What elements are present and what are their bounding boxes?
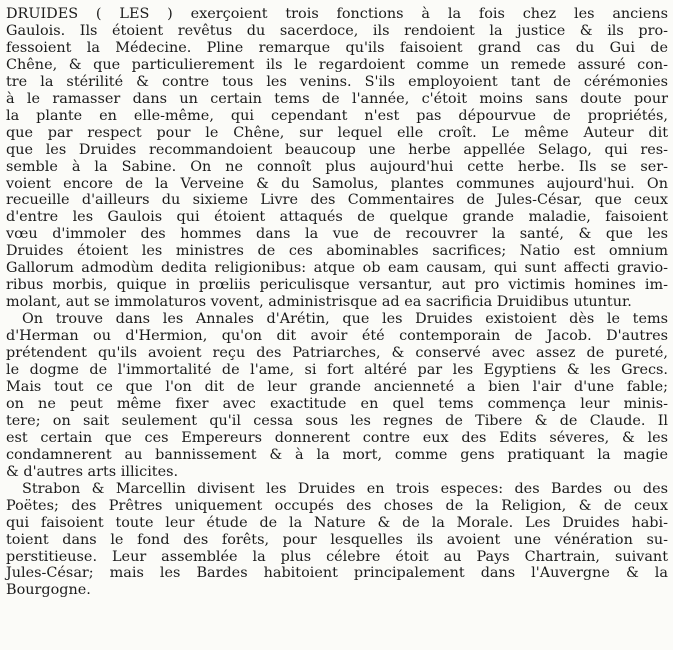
text-line: tre la stérilité & contre tous les venins. S'ils employoient tant de cérémonies [6, 73, 668, 90]
text-line: DRUIDES ( LES ) exerçoient trois fonctions à la fois chez les anciens [6, 6, 668, 22]
text-line: le dogme de l'immortalité de l'ame, si fort altéré par les Egyptiens & les Grecs. [6, 362, 668, 379]
paragraph-3 [6, 481, 668, 600]
text-line: & d'autres arts illicites. [6, 463, 179, 480]
text-line: voient encore de la Verveine & du Samolus, plantes communes aujourd'hui. On [6, 175, 668, 192]
text-line: on ne peut même fixer avec exactitude en quel tems commença leur minis- [6, 395, 668, 412]
text-line: ribus morbis, quique in prœliis periculisque versantur, aut pro victimis homines im- [6, 277, 668, 294]
text-line: la plante en elle-même, qui cependant n'est pas dépourvue de propriétés, [6, 107, 668, 124]
text-line: Bourgogne. [6, 582, 91, 599]
text-line: Poëtes; des Prêtres uniquement occupés des choses de la Religion, & de ceux [6, 497, 668, 514]
text-line: que par respect pour le Chêne, sur lequel elle croît. Le même Auteur dit [6, 124, 668, 141]
text-line: Mais tout ce que l'on dit de leur grande ancienneté a bien l'air d'une fable; [6, 378, 668, 395]
text-line: tere; on sait seulement qu'il cessa sous les regnes de Tibere & de Claude. Il [6, 412, 668, 429]
text-line: d'entre les Gaulois qui étoient attaqués de quelque grande maladie, faisoient [6, 209, 668, 226]
paragraph-1 [6, 6, 668, 311]
text-line: Chêne, & que particulierement ils le regardoient comme un remede assuré con- [6, 56, 668, 73]
text-line: à le ramasser dans un certain tems de l'année, c'étoit moins sans doute pour [6, 90, 668, 107]
text-line: Jules-César; mais les Bardes habitoient principalement dans l'Auvergne & la [6, 565, 668, 582]
text-line: semble à la Sabine. On ne connoît plus aujourd'hui cette herbe. Ils se ser- [6, 158, 668, 175]
text-line: Gaulois. Ils étoient revêtus du sacerdoce, ils rendoient la justice & ils pro- [6, 22, 668, 39]
text-line: Gallorum admodùm dedita religionibus: atque ob eam causam, qui sunt affecti gravio- [6, 260, 668, 277]
paragraph-2 [6, 311, 668, 481]
text-line: prétendent qu'ils avoient reçu des Patriarches, & conservé avec assez de pureté, [6, 345, 668, 362]
text-line: Strabon & Marcellin divisent les Druides en trois especes: des Bardes ou des [22, 480, 668, 497]
text-line: perstitieuse. Leur assemblée la plus célebre étoit au Pays Chartrain, suivant [6, 548, 668, 565]
text-line: recueille d'ailleurs du sixieme Livre des Commentaires de Jules-César, que ceux [6, 192, 668, 209]
text-line: fessoient la Médecine. Pline remarque qu'ils faisoient grand cas du Gui de [6, 39, 668, 56]
text-line: est certain que ces Empereurs donnerent contre eux des Edits séveres, & les [6, 429, 668, 446]
text-line: toient dans le fond des forêts, pour lesquelles ils avoient une vénération su- [6, 531, 668, 548]
text-line: condamnerent au bannissement & à la mort, comme gens pratiquant la magie [6, 446, 668, 463]
text-line: Druides étoient les ministres de ces abominables sacrifices; Natio est omnium [6, 243, 668, 260]
text-line: qui faisoient toute leur étude de la Nature & de la Morale. Les Druides habi- [6, 514, 668, 531]
text-line: On trouve dans les Annales d'Arétin, que les Druides existoient dès le tems [22, 311, 668, 328]
text-line: vœu d'immoler des hommes dans la vue de recouvrer la santé, & que les [6, 226, 668, 243]
text-line: molant, aut se immolaturos vovent, administrisque ad ea sacrificia Druidibus utuntur. [6, 294, 632, 311]
article-text [6, 6, 668, 599]
text-line: que les Druides recommandoient beaucoup une herbe appellée Selago, qui res- [6, 141, 668, 158]
text-line: d'Herman ou d'Hermion, qu'on dit avoir été contemporain de Jacob. D'autres [6, 328, 668, 345]
